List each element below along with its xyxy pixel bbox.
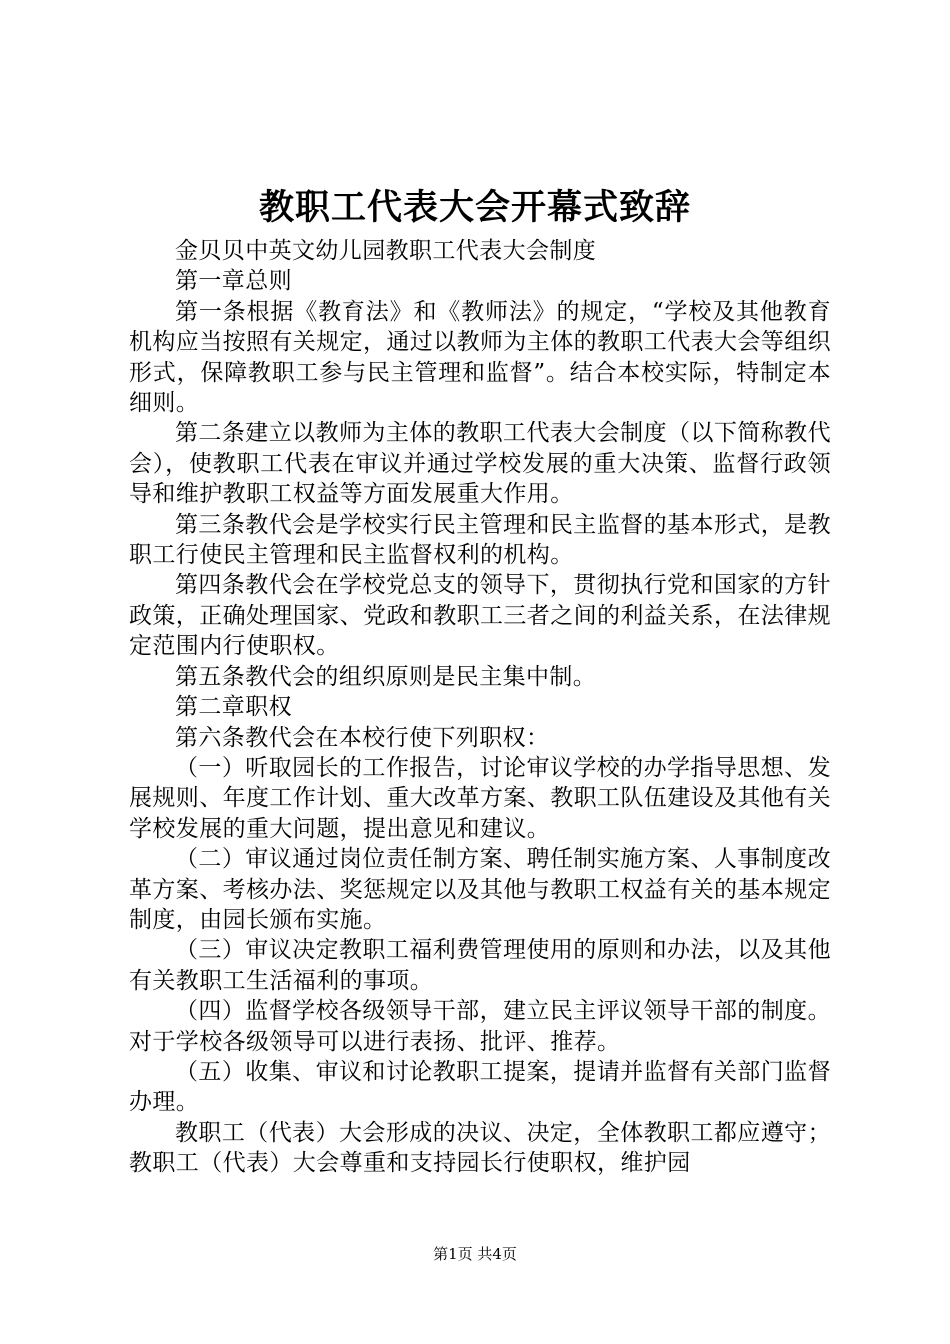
paragraph-item-2: （二）审议通过岗位责任制方案、聘任制实施方案、人事制度改革方案、考核办法、奖惩规定以及其他与教职工权益有关的基本规定制度，由园长颁布实施。 [129,846,831,933]
paragraph-item-4: （四）监督学校各级领导干部，建立民主评议领导干部的制度。对于学校各级领导可以进行表扬、批评、推荐。 [129,998,831,1055]
paragraph-article-6: 第六条教代会在本校行使下列职权： [175,724,550,751]
paragraph-item-5: （五）收集、审议和讨论教职工提案，提请并监督有关部门监督办理。 [129,1058,831,1116]
paragraph-item-3: （三）审议决定教职工福利费管理使用的原则和办法，以及其他有关教职工生活福利的事项。 [129,937,831,994]
paragraph-article-4: 第四条教代会在学校党总支的领导下，贯彻执行党和国家的方针政策，正确处理国家、党政和教职工三者之间的利益关系，在法律规定范围内行使职权。 [129,572,831,660]
document-title: 教职工代表大会开幕式致辞 [258,187,691,228]
paragraph-article-2: 第二条建立以教师为主体的教职工代表大会制度（以下简称教代会），使教职工代表在审议并通过学校发展的重大决策、监督行政领导和维护教职工权益等方面发展重大作用。 [129,420,831,508]
paragraph-article-1: 第一条根据《教育法》和《教师法》的规定，“学校及其他教育机构应当按照有关规定，通过以教师为主体的教职工代表大会等组织形式，保障教职工参与民主管理和监督”。结合本校实际，特制定本细则。 [129,298,831,417]
paragraph-article-5: 第五条教代会的组织原则是民主集中制。 [175,663,597,690]
paragraph-chapter-1: 第一章总则 [175,268,292,295]
paragraph-item-1: （一）听取园长的工作报告，讨论审议学校的办学指导思想、发展规则、年度工作计划、重大改革方案、教职工队伍建设及其他有关学校发展的重大问题，提出意见和建议。 [129,754,831,842]
page-footer: 第1页 共4页 [433,1245,517,1263]
paragraph-school-heading: 金贝贝中英文幼儿园教职工代表大会制度 [175,238,597,264]
paragraph-chapter-2: 第二章职权 [175,694,292,721]
paragraph-article-3: 第三条教代会是学校实行民主管理和民主监督的基本形式，是教职工行使民主管理和民主监督权利的机构。 [129,511,831,569]
paragraph-resolution: 教职工（代表）大会形成的决议、决定，全体教职工都应遵守；教职工（代表）大会尊重和支持园长行使职权，维护园 [129,1119,831,1177]
document-body [129,236,831,1179]
